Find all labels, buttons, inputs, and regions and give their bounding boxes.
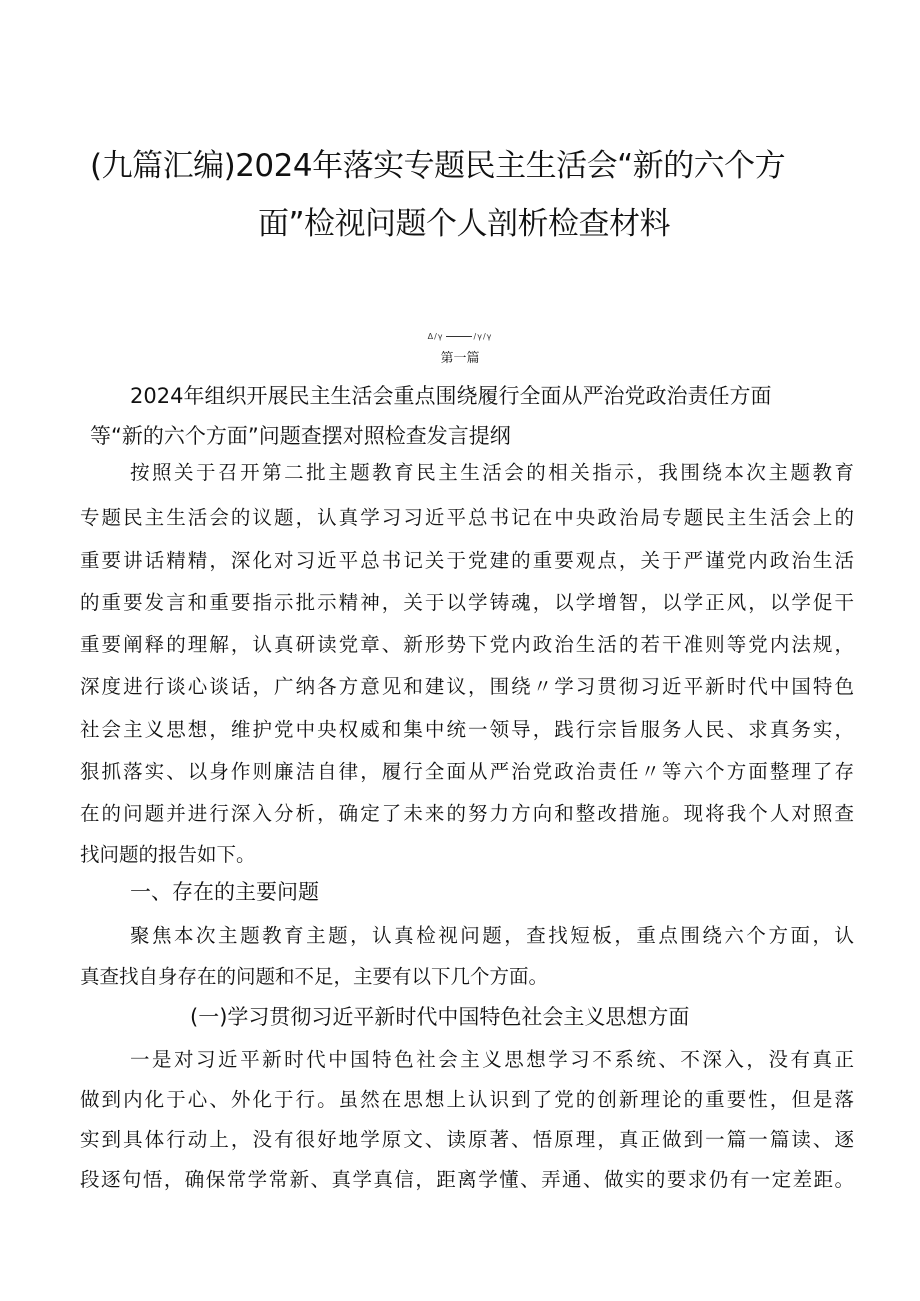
section-line: 真查找自身存在的问题和不足，主要有以下几个方面。 (80, 965, 549, 988)
intro-line: 按照关于召开第二批主题教育民主生活会的相关指示，我围绕本次主题教育 (130, 461, 854, 484)
separator-text-left: Δ/γ (427, 332, 444, 341)
subsection-line: 实到具体行动上，没有很好地学原文、读原著、悟原理，真正做到一篇一篇读、逐 (80, 1128, 854, 1151)
document-title-line-2: 面”检视问题个人剖析检查材料 (258, 206, 671, 242)
intro-line: 社会主义思想，维护党中央权威和集中统一领导，践行宗旨服务人民、求真务实， (80, 718, 854, 741)
subsection-line: 做到内化于心、外化于行。虽然在思想上认识到了党的创新理论的重要性，但是落 (80, 1088, 854, 1111)
separator-rule (446, 336, 472, 337)
intro-line: 重要阐释的理解，认真研读党章、新形势下党内政治生活的若干准则等党内法规， (80, 633, 854, 656)
intro-line: 重要讲话精精，深化对习近平总书记关于党建的重要观点，关于严谨党内政治生活 (80, 549, 854, 572)
intro-line: 在的问题并进行深入分析，确定了未来的努力方向和整改措施。现将我个人对照查 (80, 802, 854, 825)
intro-line: 狠抓落实、以身作则廉洁自律，履行全面从严治党政治责任〃等六个方面整理了存 (80, 760, 854, 783)
separator-text-right: /γ/γ (473, 332, 493, 341)
article-heading-line-2: 等“新的六个方面”问题查摆对照检查发言提纲 (90, 424, 511, 448)
intro-line: 专题民主生活会的议题，认真学习习近平总书记在中央政治局专题民主生活会上的 (80, 506, 854, 529)
subsection-line: 一是对习近平新时代中国特色社会主义思想学习不系统、不深入，没有真正 (130, 1048, 854, 1071)
subsection-line: 段逐句悟，确保常学常新、真学真信，距离学懂、弄通、做实的要求仍有一定差距。 (80, 1168, 854, 1191)
section-title: 一、存在的主要问题 (130, 880, 319, 904)
section-line: 聚焦本次主题教育主题，认真检视问题，查找短板，重点围绕六个方面，认 (130, 924, 854, 947)
intro-line: 的重要发言和重要指示批示精神，关于以学铸魂，以学增智，以学正风，以学促干 (80, 591, 854, 614)
separator-mark (0, 332, 920, 341)
intro-line: 深度进行谈心谈话，广纳各方意见和建议，围绕〃学习贯彻习近平新时代中国特色 (80, 675, 854, 698)
subsection-title: (一)学习贯彻习近平新时代中国特色社会主义思想方面 (190, 1005, 690, 1029)
intro-line: 找问题的报告如下。 (80, 843, 256, 866)
document-title-line-1: (九篇汇编)2024年落实专题民主生活会“新的六个方 (90, 148, 786, 184)
part-label: 第一篇 (440, 351, 480, 366)
article-heading-line-1: 2024年组织开展民主生活会重点围绕履行全面从严治党政治责任方面 (130, 384, 772, 408)
